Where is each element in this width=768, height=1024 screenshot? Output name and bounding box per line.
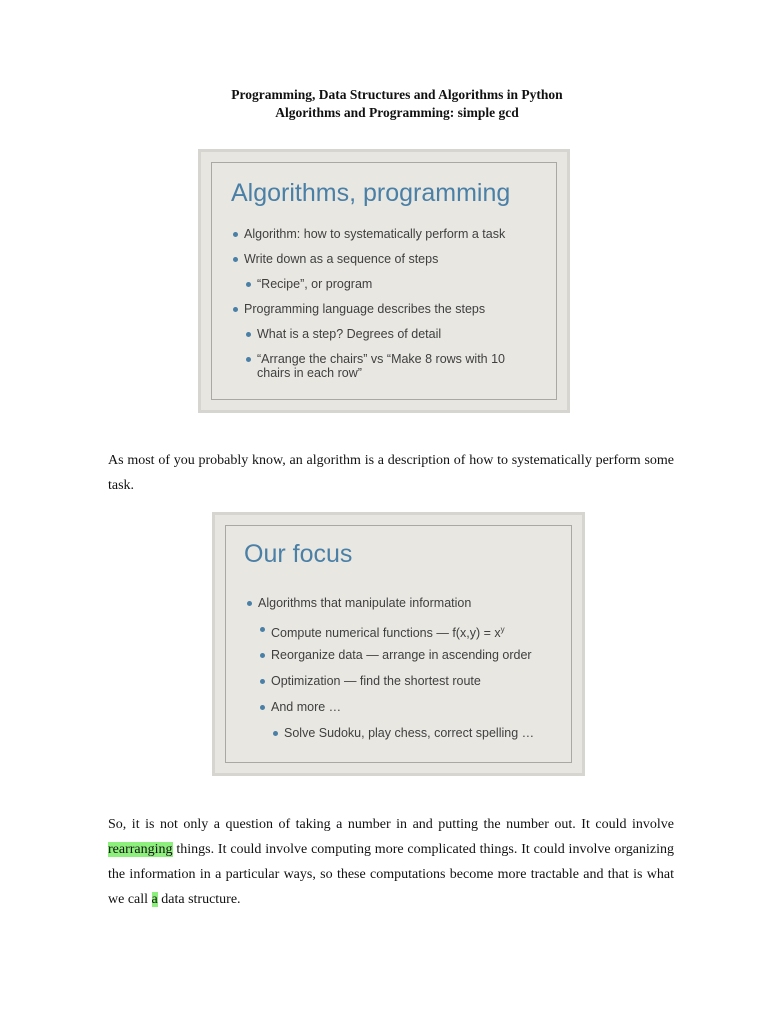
bullet-icon — [246, 282, 251, 287]
bullet-icon — [246, 332, 251, 337]
slide-bullet: Write down as a sequence of steps — [244, 252, 439, 266]
slide-bullet: Algorithm: how to systematically perform a task — [244, 227, 506, 241]
document-title: Programming, Data Structures and Algorithms in Python — [231, 87, 563, 102]
paragraph: As most of you probably know, an algorithm is a description of how to systematically perform some task. — [108, 453, 674, 493]
slide-bullet: Programming language describes the steps — [244, 302, 486, 316]
slide-sub-bullet: “Recipe”, or program — [257, 277, 373, 291]
slide-sub-bullet — [271, 622, 505, 641]
document-subtitle: Algorithms and Programming: simple gcd — [275, 105, 519, 120]
bullet-icon — [273, 731, 278, 736]
highlighted-word: a — [151, 892, 158, 907]
bullet-icon — [233, 257, 238, 262]
bullet-icon — [260, 679, 265, 684]
bullet-icon — [260, 705, 265, 710]
slide-sub-bullet: What is a step? Degrees of detail — [257, 327, 442, 341]
slide-sub-bullet: And more … — [271, 700, 342, 714]
slide-image-algorithms-programming — [198, 149, 570, 413]
slide-bullet: Algorithms that manipulate information — [258, 596, 472, 610]
paragraph-text: data structure. — [157, 892, 241, 907]
formula-exponent: y — [500, 625, 505, 634]
bullet-icon — [246, 357, 251, 362]
slide-sub-bullet: Reorganize data — arrange in ascending order — [271, 648, 532, 662]
slide-sub-bullet-continued: chairs in each row” — [257, 366, 362, 380]
slide-sub-bullet: Optimization — find the shortest route — [271, 674, 481, 688]
paragraph — [108, 812, 674, 912]
bullet-icon — [233, 232, 238, 237]
highlighted-word: rearranging — [108, 842, 173, 857]
slide-image-our-focus — [212, 512, 585, 776]
paragraph-text: So, it is not only a question of taking a number in and putting the number out. It could involve — [108, 817, 674, 832]
bullet-icon — [260, 653, 265, 658]
slide-sub-sub-bullet: Solve Sudoku, play chess, correct spelling … — [284, 726, 535, 740]
slide-title: Our focus — [244, 540, 353, 568]
bullet-icon — [233, 307, 238, 312]
slide-sub-bullet: “Arrange the chairs” vs “Make 8 rows with 10 — [257, 352, 506, 366]
slide-title: Algorithms, programming — [231, 179, 511, 207]
bullet-icon — [247, 601, 252, 606]
bullet-icon — [260, 627, 265, 632]
paragraph-text: things. It could involve computing more complicated things. It could involve organizing the information in a particular ways, so these computations become more tractable and that is what we call — [108, 842, 674, 907]
formula-text: Compute numerical functions — f(x,y) = x — [271, 626, 501, 641]
